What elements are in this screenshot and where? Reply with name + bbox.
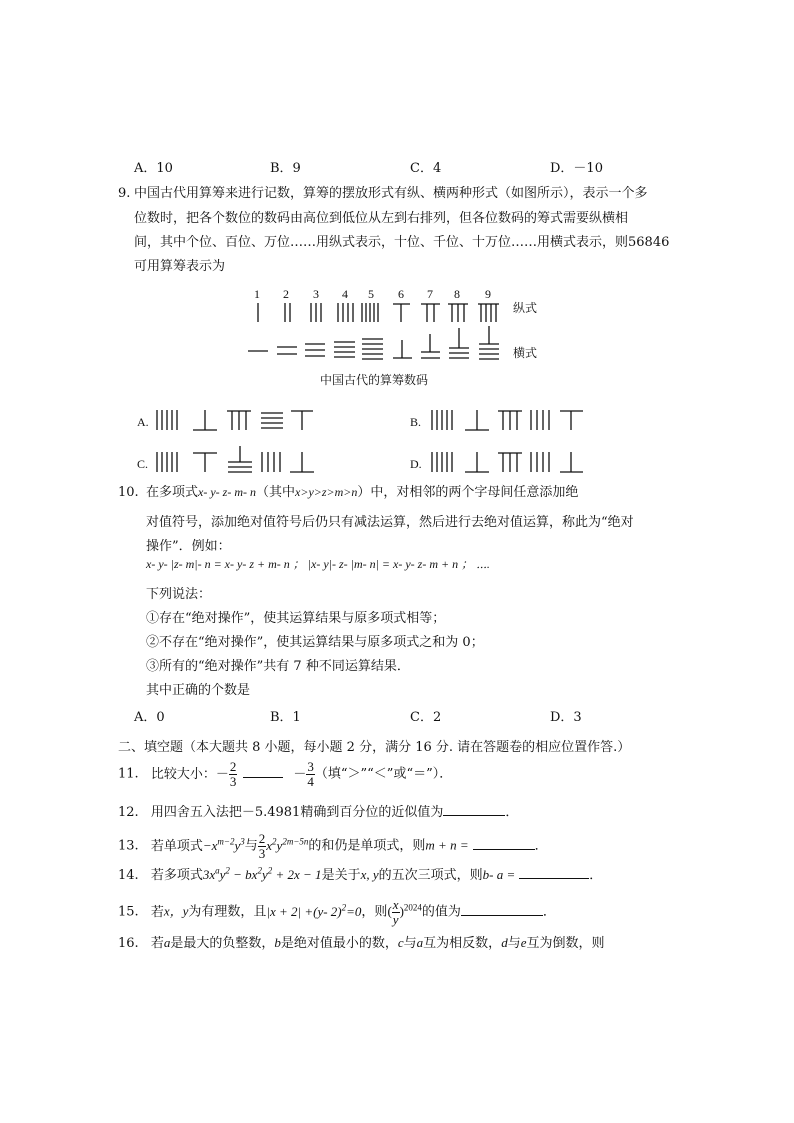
q14-text: 是关于 xyxy=(321,868,361,883)
q11-fraction-2: $\frac{3}{4}$ xyxy=(307,759,314,789)
q9-option-rods xyxy=(0,380,794,480)
q13-text: 若单项式 xyxy=(150,838,203,854)
q16-var: b xyxy=(274,935,281,950)
rod-horizontal-8 xyxy=(449,328,469,358)
q15-text: ，则 xyxy=(361,904,388,920)
q9-line-3: 间，其中个位、百位、万位……用纵式表示，十位、千位、十万位……用横式表示，则56846 xyxy=(134,235,670,250)
digit-label: 5 xyxy=(368,287,374,301)
q10-sub: 下列说法： xyxy=(146,587,212,602)
q16-var: a xyxy=(416,935,424,950)
digit-label: 2 xyxy=(283,287,289,301)
digit-label: 4 xyxy=(342,287,348,301)
q16-text: 与 xyxy=(507,936,521,951)
q14-answer-blank[interactable] xyxy=(519,866,589,879)
rod-vertical-7 xyxy=(421,304,440,322)
rod-vertical-8 xyxy=(448,304,468,322)
q11-minus: － xyxy=(293,766,307,782)
label-vertical: 纵式 xyxy=(513,301,538,315)
question-16 xyxy=(118,936,605,950)
q14-text: 的五次三项式，则 xyxy=(378,868,483,883)
q8-option-a: A．10 xyxy=(134,161,173,176)
q15-vars: x，y xyxy=(163,903,189,919)
q10-ask: 其中正确的个数是 xyxy=(146,683,251,698)
digit-label: 7 xyxy=(427,287,433,301)
rod-vertical-9 xyxy=(478,304,499,322)
q10-polynomial: x- y- z- m- n xyxy=(198,485,256,499)
q11-number: 11. xyxy=(118,766,139,782)
figure-caption: 中国古代的算筹数码 xyxy=(320,373,429,387)
rod-horizontal-3 xyxy=(305,344,325,356)
q15-answer-blank[interactable] xyxy=(461,903,543,916)
question-14 xyxy=(118,866,602,882)
rod-horizontal-4 xyxy=(334,342,355,357)
q15-fraction: $\frac{x}{y}$ xyxy=(392,897,399,927)
q15-text: 的值为 xyxy=(421,904,461,920)
q10-option-c: C．2 xyxy=(410,710,442,725)
rod-vertical-3 xyxy=(311,303,321,322)
q10-number: 10. xyxy=(118,485,139,500)
q13-monomial-2: $x^2y^{2m-5n}$ xyxy=(266,836,309,853)
q10-option-a: A．0 xyxy=(134,710,165,725)
option-b-rods xyxy=(432,410,583,430)
q10-example: x- y- |z- m|- n = x- y- z + m- n ； |x- y|- z- |m- n| = x- y- z- m + n ； ⋯. xyxy=(146,557,490,571)
q10-statement-1: ①存在“绝对操作”，使其运算结果与原多项式相等； xyxy=(146,611,446,626)
rod-horizontal-9 xyxy=(479,326,499,359)
label-horizontal: 横式 xyxy=(513,346,538,360)
q10-line-1 xyxy=(146,486,578,499)
q16-text: 与 xyxy=(403,936,417,951)
digit-label: 1 xyxy=(254,287,260,301)
q9-line-2: 位数时，把各个数位的数码由高位到低位从左到右排列，但各位数码的筹式需要纵横相 xyxy=(134,211,629,226)
q13-monomial-1: $-x^{m-2}y^3$ xyxy=(202,836,245,853)
q10-text: 在多项式 xyxy=(146,485,199,500)
rod-horizontal-7 xyxy=(421,334,440,358)
q16-text: 互为相反数， xyxy=(423,936,502,951)
rod-vertical-4 xyxy=(338,303,353,322)
q16-var: c xyxy=(397,935,404,950)
option-a-rods xyxy=(157,410,313,430)
q9-option-a-label: A. xyxy=(137,415,149,429)
q9-number: 9. xyxy=(118,186,131,201)
q14-polynomial: $3x^ay^2 - bx^2y^2 + 2x - 1$ xyxy=(202,865,322,882)
q13-number: 13. xyxy=(118,838,139,854)
q16-text: 若 xyxy=(150,936,164,951)
q11-answer-blank[interactable] xyxy=(243,765,283,778)
q11-hint: （填“＞”“＜”或“＝”）． xyxy=(314,766,453,782)
q8-option-d: D．－10 xyxy=(550,161,603,176)
q14-text: 若多项式 xyxy=(150,868,203,883)
q10-line-3: 操作”．例如： xyxy=(146,539,231,554)
rod-horizontal-5 xyxy=(362,339,383,359)
q12-number: 12. xyxy=(118,805,139,820)
rod-horizontal-2 xyxy=(277,347,297,354)
q13-text: 与 xyxy=(244,838,258,854)
q15-condition: |x + 2| +(y- 2)$^2$=0 xyxy=(266,902,362,919)
q13-expression: m + n = xyxy=(425,837,469,853)
q16-text: 互为倒数，则 xyxy=(526,936,605,951)
q8-option-c: C．4 xyxy=(410,161,442,176)
rod-vertical-2 xyxy=(285,303,290,322)
option-c-rods xyxy=(157,446,314,472)
q14-vars: x, y xyxy=(360,867,379,882)
q15-number: 15. xyxy=(118,904,139,920)
q15-end: ． xyxy=(542,904,556,920)
q13-fraction: $\frac{2}{3}$ xyxy=(258,831,266,861)
q16-var: a xyxy=(163,935,171,950)
q9-line-4: 可用算筹表示为 xyxy=(134,259,226,274)
q10-text: ）中，对相邻的两个字母间任意添加绝 xyxy=(357,485,579,500)
question-11 xyxy=(118,760,452,788)
q14-expression: b- a = xyxy=(482,867,516,882)
q9-line-1: 中国古代用算筹来进行记数，算筹的摆放形式有纵、横两种形式（如图所示），表示一个多 xyxy=(134,186,648,201)
q9-option-d-label: D. xyxy=(410,457,422,471)
q13-end: ． xyxy=(534,838,548,854)
digit-label: 6 xyxy=(398,287,404,301)
q9-option-b-label: B. xyxy=(410,415,422,429)
q15-power: 2024 xyxy=(403,902,422,913)
q10-statement-3: ③所有的“绝对操作”共有 7 种不同运算结果． xyxy=(146,659,410,674)
digit-label: 8 xyxy=(454,287,460,301)
rod-horizontal-6 xyxy=(393,340,412,358)
q16-text: 是最大的负整数， xyxy=(170,936,275,951)
q10-inequality: x>y>z>m>n xyxy=(295,485,358,499)
digit-label: 3 xyxy=(313,287,319,301)
q16-var: e xyxy=(520,935,527,950)
digit-label: 9 xyxy=(485,287,491,301)
question-15: 15. 若x，y为有理数，且|x + 2| +(y- 2)$^2$=0，则( $\frac{x}{y}$ )$^{2024}$的值为 ． xyxy=(118,897,556,927)
rod-vertical-5 xyxy=(362,303,378,322)
q15-text: 为有理数，且 xyxy=(188,904,267,920)
q8-option-b: B．9 xyxy=(270,161,301,176)
q13-answer-blank[interactable] xyxy=(473,837,535,850)
q12-text: 用四舍五入法把－5.4981精确到百分位的近似值为 xyxy=(150,805,444,820)
q16-text: 是绝对值最小的数， xyxy=(280,936,398,951)
q10-text: （其中 xyxy=(256,485,296,500)
q10-option-d: D．3 xyxy=(550,710,582,725)
rod-vertical-6 xyxy=(393,304,410,322)
option-d-rods xyxy=(432,452,583,472)
q13-text: 的和仍是单项式，则 xyxy=(308,838,426,854)
q15-text: 若 xyxy=(150,904,164,920)
question-12 xyxy=(118,803,518,819)
q12-end: ． xyxy=(505,805,519,820)
question-13 xyxy=(118,832,548,860)
section-2-title: 二、填空题（本大题共 8 小题，每小题 2 分，满分 16 分. 请在答题卷的相应位置作答.） xyxy=(118,740,631,755)
q11-fraction-1: $\frac{2}{3}$ xyxy=(229,759,237,789)
q12-answer-blank[interactable] xyxy=(443,803,505,816)
q11-text: 比较大小：－ xyxy=(150,766,229,782)
q10-option-b: B．1 xyxy=(270,710,301,725)
q9-option-c-label: C. xyxy=(137,457,149,471)
q10-line-2: 对值符号，添加绝对值符号后仍只有减法运算，然后进行去绝对值运算，称此为“绝对 xyxy=(146,515,634,530)
q16-number: 16. xyxy=(118,936,139,951)
q10-statement-2: ②不存在“绝对操作”，使其运算结果与原多项式之和为 0； xyxy=(146,635,484,650)
q16-var: d xyxy=(501,935,508,950)
rod-symbols xyxy=(0,0,794,380)
q14-end: ． xyxy=(589,868,603,883)
q14-number: 14. xyxy=(118,868,139,883)
